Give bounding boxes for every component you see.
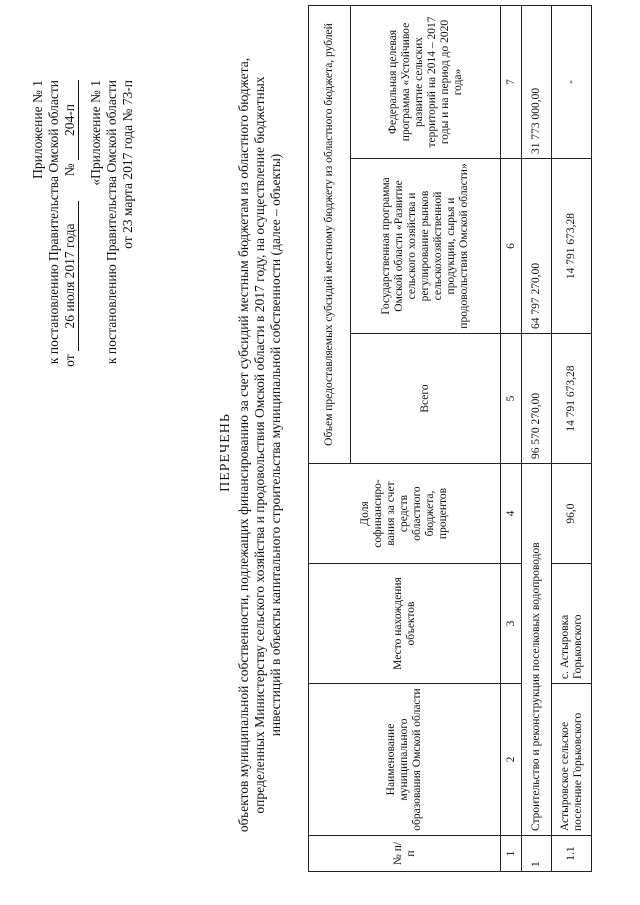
appendix-date: 26 июля 2017 года bbox=[62, 201, 79, 351]
column-numbers-row bbox=[501, 6, 522, 872]
col-number: 6 bbox=[501, 159, 522, 334]
section-total: 96 570 270,00 bbox=[522, 334, 552, 464]
section-row bbox=[522, 6, 552, 872]
header-volume-group: Объем предоставляемых субсидий местному бюджету из областного бюджета, рублей bbox=[309, 6, 351, 464]
row-total: 14 791 673,28 bbox=[552, 334, 592, 464]
col-number: 2 bbox=[501, 684, 522, 836]
header-cofinancing: Доля софинансиро-вания за счет средств областного бюджета, процентов bbox=[309, 464, 501, 564]
header-num: № п/п bbox=[309, 836, 501, 872]
appendix-line1: Приложение № 1 bbox=[30, 80, 45, 179]
col-number: 4 bbox=[501, 464, 522, 564]
section-state: 64 797 270,00 bbox=[522, 159, 552, 334]
section-name: Строительство и реконструкция поселковых водопроводов bbox=[522, 464, 552, 836]
appendix-number: 204-п bbox=[62, 80, 79, 160]
header-total: Всего bbox=[351, 334, 501, 464]
row-municipality: Астыровское сельское поселение Горьковского bbox=[552, 684, 592, 836]
from-label: от bbox=[62, 354, 77, 367]
header-federal-program: Федеральная целевая программа «Устойчивое развитие сельских территорий на 2014 – 2017 годы и на период до 2020 года» bbox=[351, 6, 501, 159]
previous-appendix-header bbox=[88, 80, 136, 420]
header-municipality: Наименование муниципального образования Омской области bbox=[309, 684, 501, 836]
row-federal: - bbox=[552, 6, 592, 159]
number-label: № bbox=[62, 163, 77, 177]
document-subtitle: объектов муниципальной собственности, подлежащих финансированию за счет субсидий местным бюджетам из областного бюджета, определенных Министерству сельского хозяйства и продовольствия Омской области в 2017 году, на осуществление бюджетных инвестиций в объекты капитального строительства муниципальной собственности (далее – объекты) bbox=[236, 57, 283, 833]
section-num: 1 bbox=[522, 836, 552, 872]
document-title: ПЕРЕЧЕНЬ bbox=[218, 413, 233, 492]
objects-table bbox=[308, 5, 592, 872]
prev-appendix-line2: к постановлению Правительства Омской области bbox=[104, 80, 119, 365]
col-number: 1 bbox=[501, 836, 522, 872]
prev-appendix-line1: «Приложение № 1 bbox=[88, 80, 103, 186]
header-state-program: Государственная программа Омской области «Развитие сельского хозяйства и регулирование рынков сельскохозяйственной продукции, сырья и продовольствия Омской области» bbox=[351, 159, 501, 334]
row-share: 96,0 bbox=[552, 464, 592, 564]
row-location: с. Астыровка Горьковского bbox=[552, 564, 592, 684]
section-federal: 31 773 000,00 bbox=[522, 6, 552, 159]
appendix-header bbox=[30, 80, 79, 420]
row-state: 14 791 673,28 bbox=[552, 159, 592, 334]
col-number: 7 bbox=[501, 6, 522, 159]
row-num: 1.1 bbox=[552, 836, 592, 872]
header-location: Место нахождения объектов bbox=[309, 564, 501, 684]
appendix-date-line bbox=[62, 80, 79, 420]
appendix-line2: к постановлению Правительства Омской области bbox=[46, 80, 61, 365]
table-row bbox=[552, 6, 592, 872]
prev-appendix-line3: от 23 марта 2017 года № 73-п bbox=[120, 80, 135, 249]
col-number: 3 bbox=[501, 564, 522, 684]
col-number: 5 bbox=[501, 334, 522, 464]
